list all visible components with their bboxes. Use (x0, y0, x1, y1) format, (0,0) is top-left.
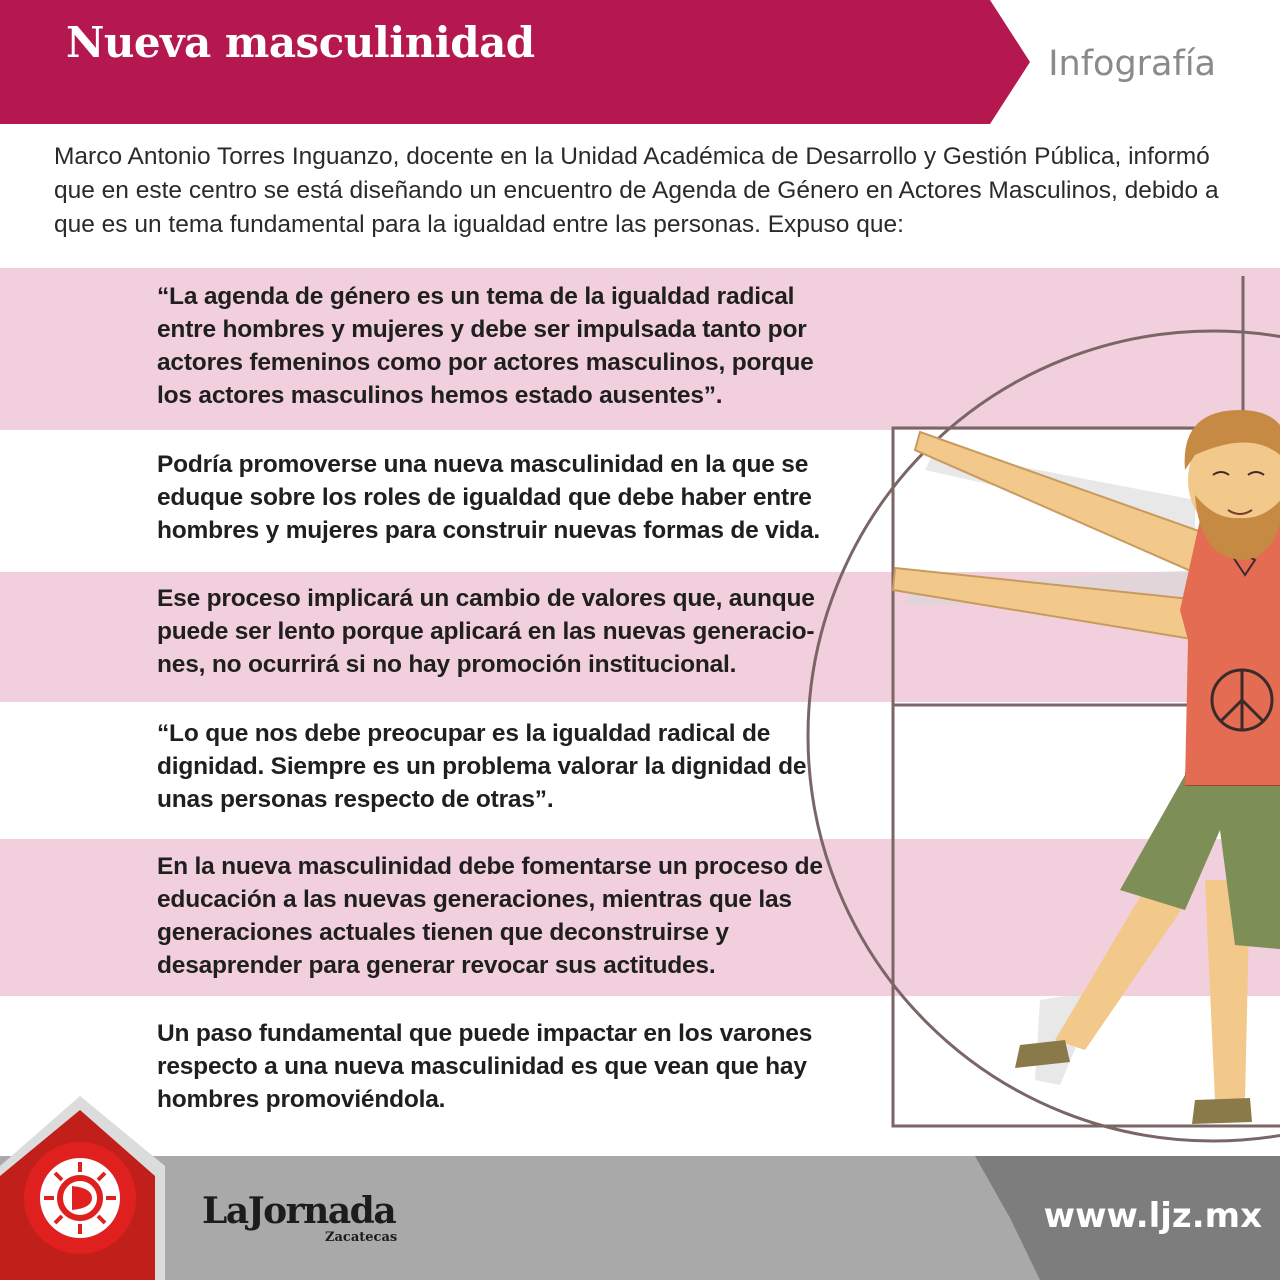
paragraph-4: “Lo que nos debe preocupar es la igualdad radical de dignidad. Siempre es un problema valorar la dignidad de unas personas respecto de otras”. (157, 720, 807, 813)
brand-logo-subtitle: Zacatecas (325, 1230, 398, 1245)
brand-logo-text: LaJornada (202, 1190, 396, 1232)
page-title: Nueva masculinidad (66, 18, 535, 67)
paragraph-1: “La agenda de género es un tema de la igualdad radical entre hombres y mujeres y debe ser impulsada tanto por actores femeninos como por actores masculinos, porque los actores masculinos hemos estado ausentes”. (157, 283, 814, 409)
intro-paragraph: Marco Antonio Torres Inguanzo, docente en la Unidad Académica de Desarrollo y Gestión Pública, informó que en este centro se está diseñando un encuentro de Agenda de Género en Actores Masculinos, debido a que es un tema fundamental para la igualdad entre las personas. Expuso que: (54, 143, 1219, 238)
paragraph-2: Podría promoverse una nueva masculinidad en la que se eduque sobre los roles de igualdad que debe haber entre hombres y mujeres para construir nuevas formas de vida. (157, 451, 821, 544)
section-tag: Infografía (1048, 44, 1216, 84)
paragraph-3: Ese proceso implicará un cambio de valores que, aunque puede ser lento porque aplicará en las nuevas generacio-nes, no ocurrirá si no hay promoción institucional. (157, 585, 815, 678)
paragraph-6: Un paso fundamental que puede impactar en los varones respecto a una nueva masculinidad es que vean que hay hombres promoviéndola. (157, 1020, 813, 1113)
website-link[interactable]: www.ljz.mx (1043, 1196, 1262, 1236)
paragraph-5: En la nueva masculinidad debe fomentarse un proceso de educación a las nuevas generaciones, mientras que las generaciones actuales tienen que deconstruirse y desaprender para generar revocar sus actitudes. (157, 853, 823, 979)
sun-logo-icon (0, 1096, 170, 1280)
